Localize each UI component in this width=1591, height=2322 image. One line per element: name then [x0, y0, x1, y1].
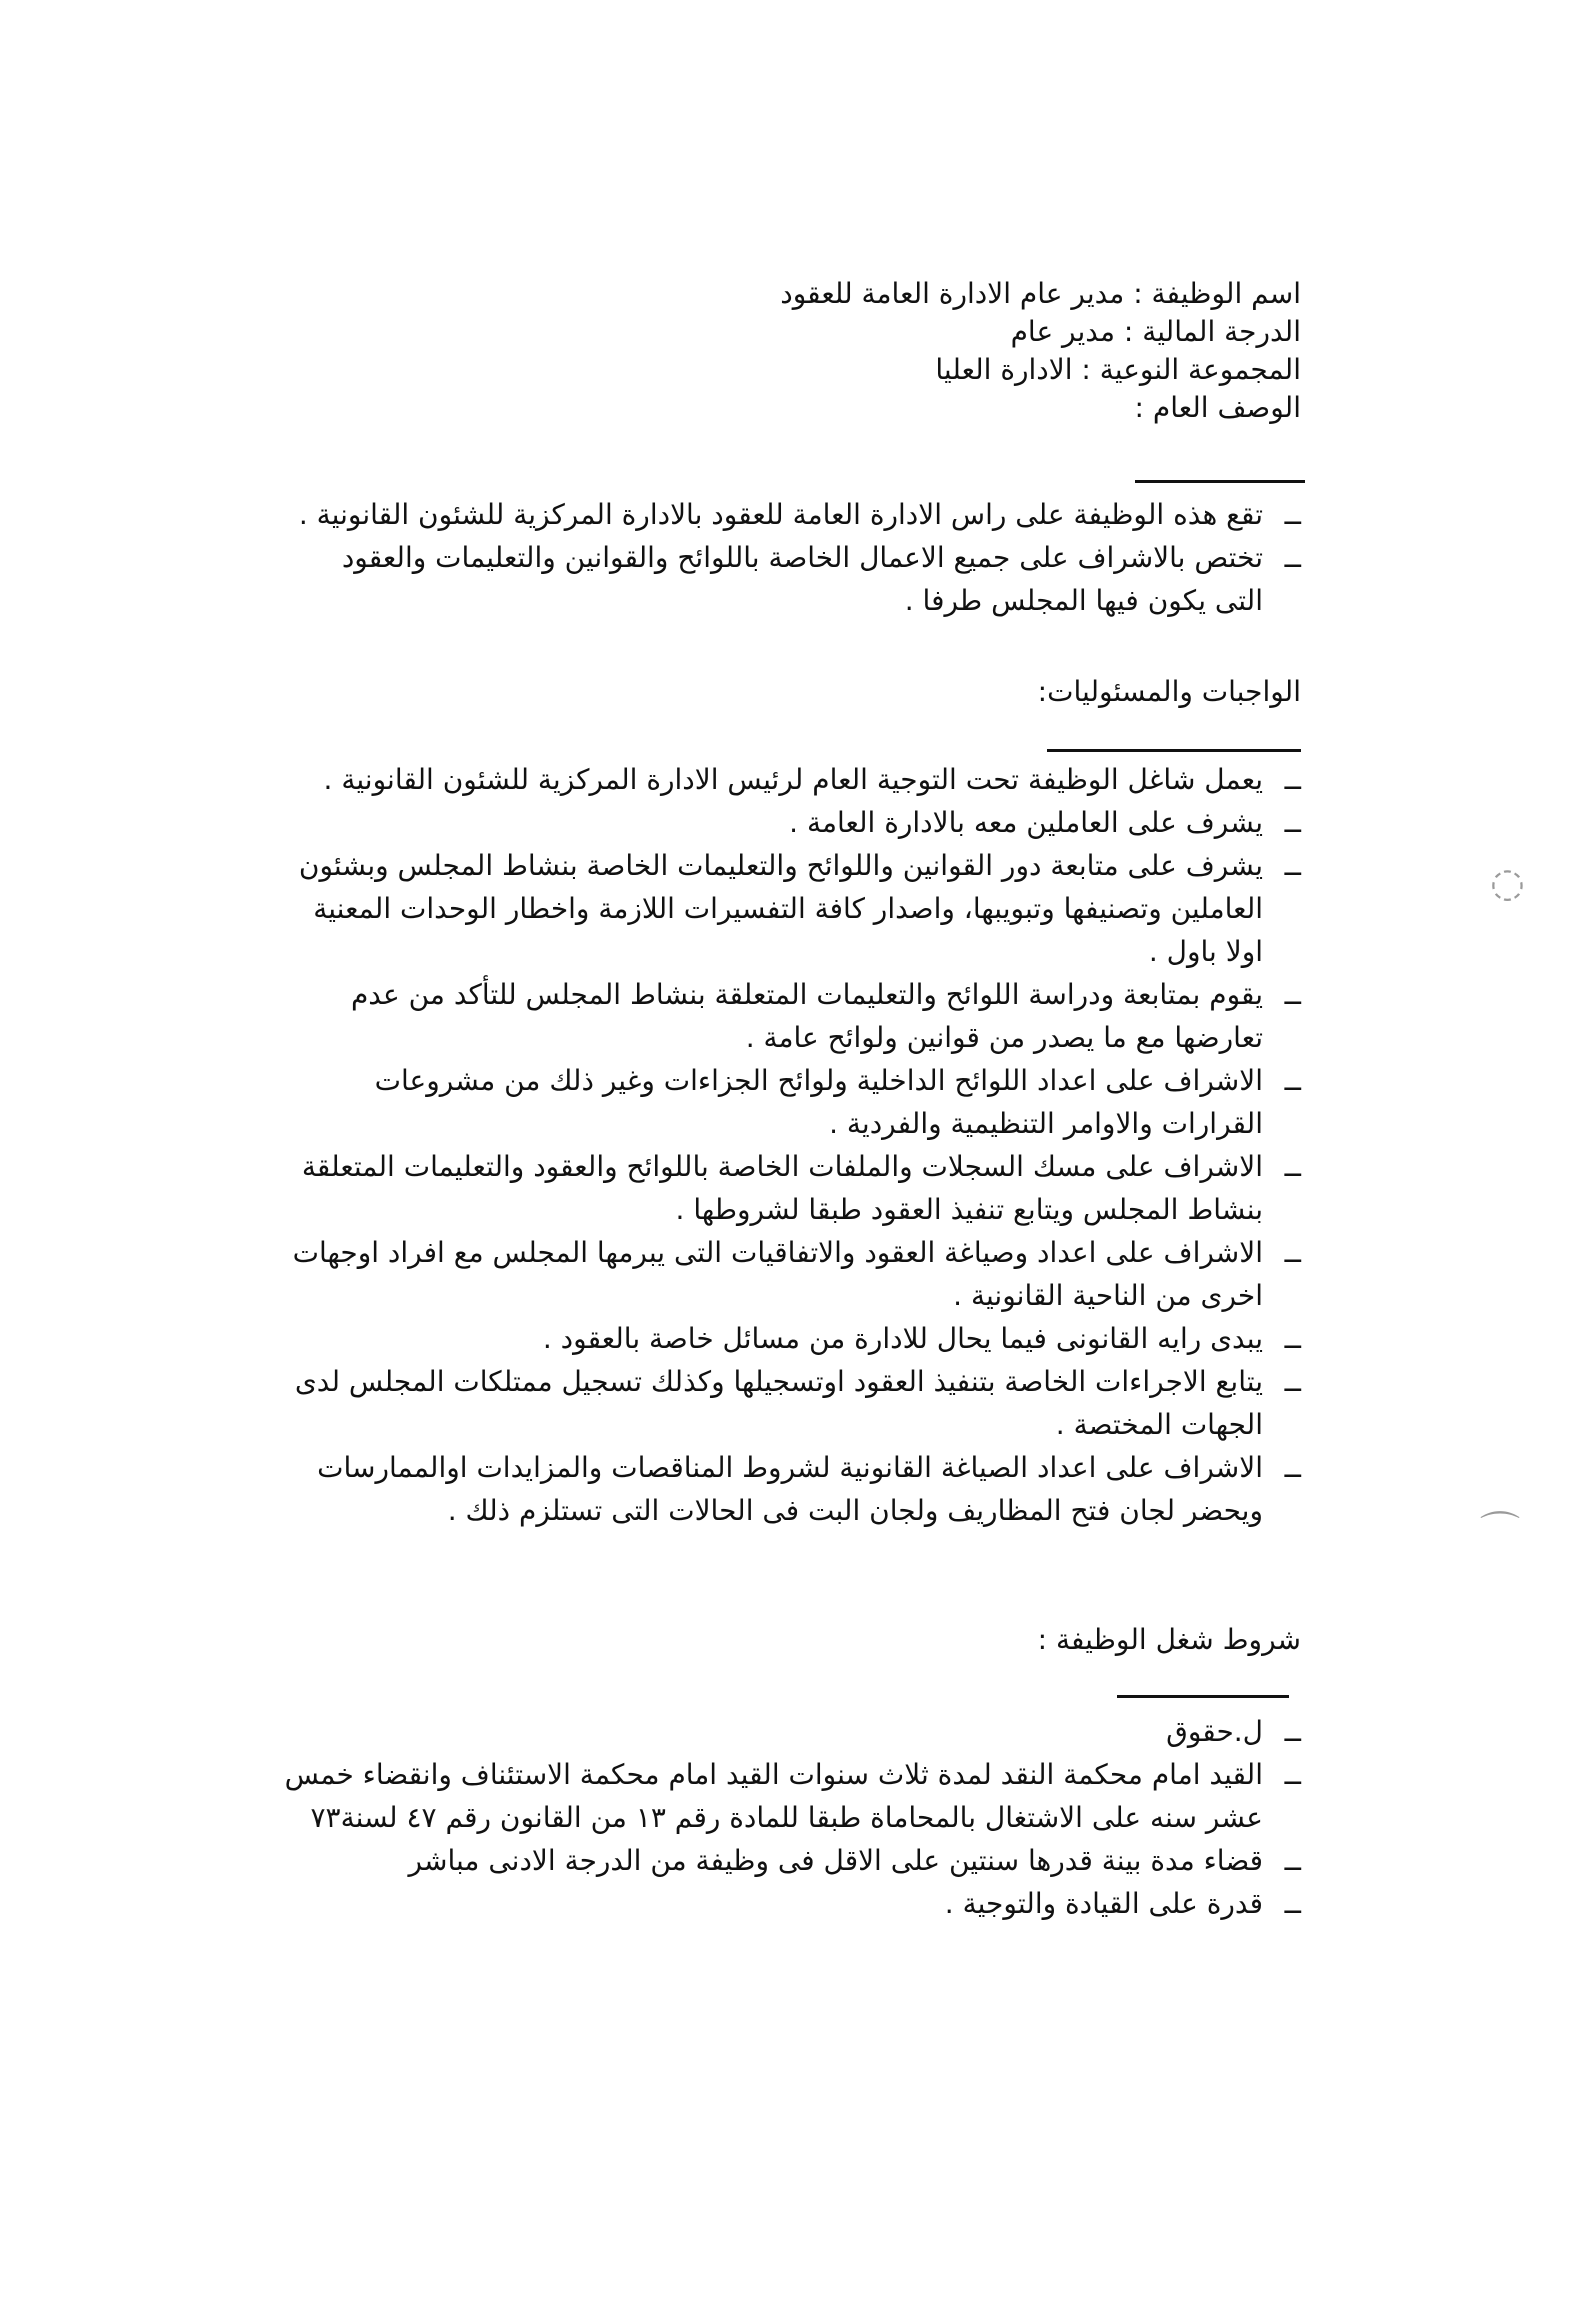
bullet-dash: ــ — [1284, 1758, 1301, 1791]
header-block — [101, 275, 1301, 427]
list-item — [101, 1753, 1301, 1839]
item-text-line: يبدى رايه القانونى فيما يحال للادارة من مسائل خاصة بالعقود . — [542, 1322, 1263, 1355]
bullet-dash: ــ — [1284, 1844, 1301, 1877]
duties-title-underline — [1047, 749, 1301, 752]
item-text-line: بنشاط المجلس ويتابع تنفيذ العقود طبقا لشروطها . — [675, 1193, 1263, 1226]
item-text-line: التى يكون فيها المجلس طرفا . — [904, 584, 1263, 617]
item-text-line: يعمل شاغل الوظيفة تحت التوجية العام لرئيس الادارة المركزية للشئون القانونية . — [323, 763, 1263, 796]
punch-mark-bottom: ⌒ — [1480, 1509, 1520, 1555]
list-item — [101, 844, 1301, 973]
item-text-line: الاشراف على مسك السجلات والملفات الخاصة باللوائح والعقود والتعليمات المتعلقة — [301, 1150, 1263, 1183]
item-text-line: يقوم بمتابعة ودراسة اللوائح والتعليمات المتعلقة بنشاط المجلس للتأكد من عدم — [350, 978, 1263, 1011]
conditions-section — [101, 1620, 1301, 1660]
list-item — [101, 1317, 1301, 1360]
list-item — [101, 536, 1301, 622]
list-item — [101, 1839, 1301, 1882]
bullet-dash: ــ — [1284, 978, 1301, 1011]
bullet-dash: ــ — [1284, 763, 1301, 796]
item-text-line: القرارات والاوامر التنظيمية والفردية . — [829, 1107, 1263, 1140]
item-text-line: ل.حقوق — [1166, 1715, 1263, 1748]
bullet-dash: ــ — [1284, 1322, 1301, 1355]
bullet-dash: ــ — [1284, 1064, 1301, 1097]
list-item — [101, 493, 1301, 536]
item-text-line: القيد امام محكمة النقد لمدة ثلاث سنوات القيد امام محكمة الاستئناف وانقضاء خمس — [284, 1758, 1263, 1791]
item-text-line: يتابع الاجراءات الخاصة بتنفيذ العقود اوتسجيلها وكذلك تسجيل ممتلكات المجلس لدى — [294, 1365, 1263, 1398]
item-text-line: الاشراف على اعداد وصياغة العقود والاتفاقيات التى يبرمها المجلس مع افراد اوجهات — [292, 1236, 1263, 1269]
list-item — [101, 1710, 1301, 1753]
item-text-line: يشرف على متابعة دور القوانين واللوائح والتعليمات الخاصة بنشاط المجلس وبشئون — [298, 849, 1263, 882]
item-text-line: عشر سنه على الاشتغال بالمحاماة طبقا للمادة رقم ١٣ من القانون رقم ٤٧ لسنة٧٣ — [310, 1801, 1263, 1834]
item-text-line: قضاء مدة بينة قدرها سنتين على الاقل فى وظيفة من الدرجة الادنى مباشر — [408, 1844, 1263, 1877]
bullet-dash: ــ — [1284, 1715, 1301, 1748]
bullet-dash: ــ — [1284, 1451, 1301, 1484]
item-text-line: الاشراف على اعداد الصياغة القانونية لشروط المناقصات والمزايدات اوالممارسات — [317, 1451, 1263, 1484]
bullet-dash: ــ — [1284, 1365, 1301, 1398]
grade-line: الدرجة المالية : مدير عام — [1010, 315, 1301, 348]
bullet-dash: ــ — [1284, 1236, 1301, 1269]
list-item — [101, 1446, 1301, 1532]
group-line: المجموعة النوعية : الادارة العليا — [935, 353, 1301, 386]
item-text-line: قدرة على القيادة والتوجية . — [944, 1887, 1263, 1920]
list-item — [101, 801, 1301, 844]
duties-list — [101, 758, 1301, 1532]
job-title-line: اسم الوظيفة : مدير عام الادارة العامة للعقود — [780, 277, 1301, 310]
duties-section — [101, 672, 1301, 712]
item-text-line: تعارضها مع ما يصدر من قوانين ولوائح عامة . — [745, 1021, 1263, 1054]
list-item — [101, 973, 1301, 1059]
list-item — [101, 1145, 1301, 1231]
list-item — [101, 1882, 1301, 1925]
conditions-title-underline — [1117, 1695, 1289, 1698]
general-desc-label: الوصف العام : — [1134, 391, 1301, 424]
item-text-line: اولا باول . — [1148, 935, 1263, 968]
item-text-line: تقع هذه الوظيفة على راس الادارة العامة للعقود بالادارة المركزية للشئون القانونية . — [298, 498, 1263, 531]
list-item — [101, 1059, 1301, 1145]
list-item — [101, 1360, 1301, 1446]
item-text-line: تختص بالاشراف على جميع الاعمال الخاصة باللوائح والقوانين والتعليمات والعقود — [341, 541, 1263, 574]
item-text-line: الاشراف على اعداد اللوائح الداخلية ولوائح الجزاءات وغير ذلك من مشروعات — [374, 1064, 1263, 1097]
duties-title: الواجبات والمسئوليات: — [1037, 675, 1301, 708]
item-text-line: الجهات المختصة . — [1055, 1408, 1263, 1441]
general-desc-list — [101, 493, 1301, 622]
conditions-title: شروط شغل الوظيفة : — [1037, 1623, 1301, 1656]
bullet-dash: ــ — [1284, 1150, 1301, 1183]
item-text-line: يشرف على العاملين معه بالادارة العامة . — [789, 806, 1263, 839]
bullet-dash: ــ — [1284, 849, 1301, 882]
punch-mark-top: ◌ — [1490, 860, 1525, 906]
bullet-dash: ــ — [1284, 498, 1301, 531]
item-text-line: ويحضر لجان فتح المظاريف ولجان البت فى الحالات التى تستلزم ذلك . — [447, 1494, 1263, 1527]
list-item — [101, 1231, 1301, 1317]
conditions-list — [101, 1710, 1301, 1925]
list-item — [101, 758, 1301, 801]
bullet-dash: ــ — [1284, 541, 1301, 574]
bullet-dash: ــ — [1284, 806, 1301, 839]
bullet-dash: ــ — [1284, 1887, 1301, 1920]
item-text-line: اخرى من الناحية القانونية . — [953, 1279, 1263, 1312]
item-text-line: العاملين وتصنيفها وتبويبها، واصدار كافة التفسيرات اللازمة واخطار الوحدات المعنية — [313, 892, 1263, 925]
general-desc-underline — [1135, 480, 1305, 483]
